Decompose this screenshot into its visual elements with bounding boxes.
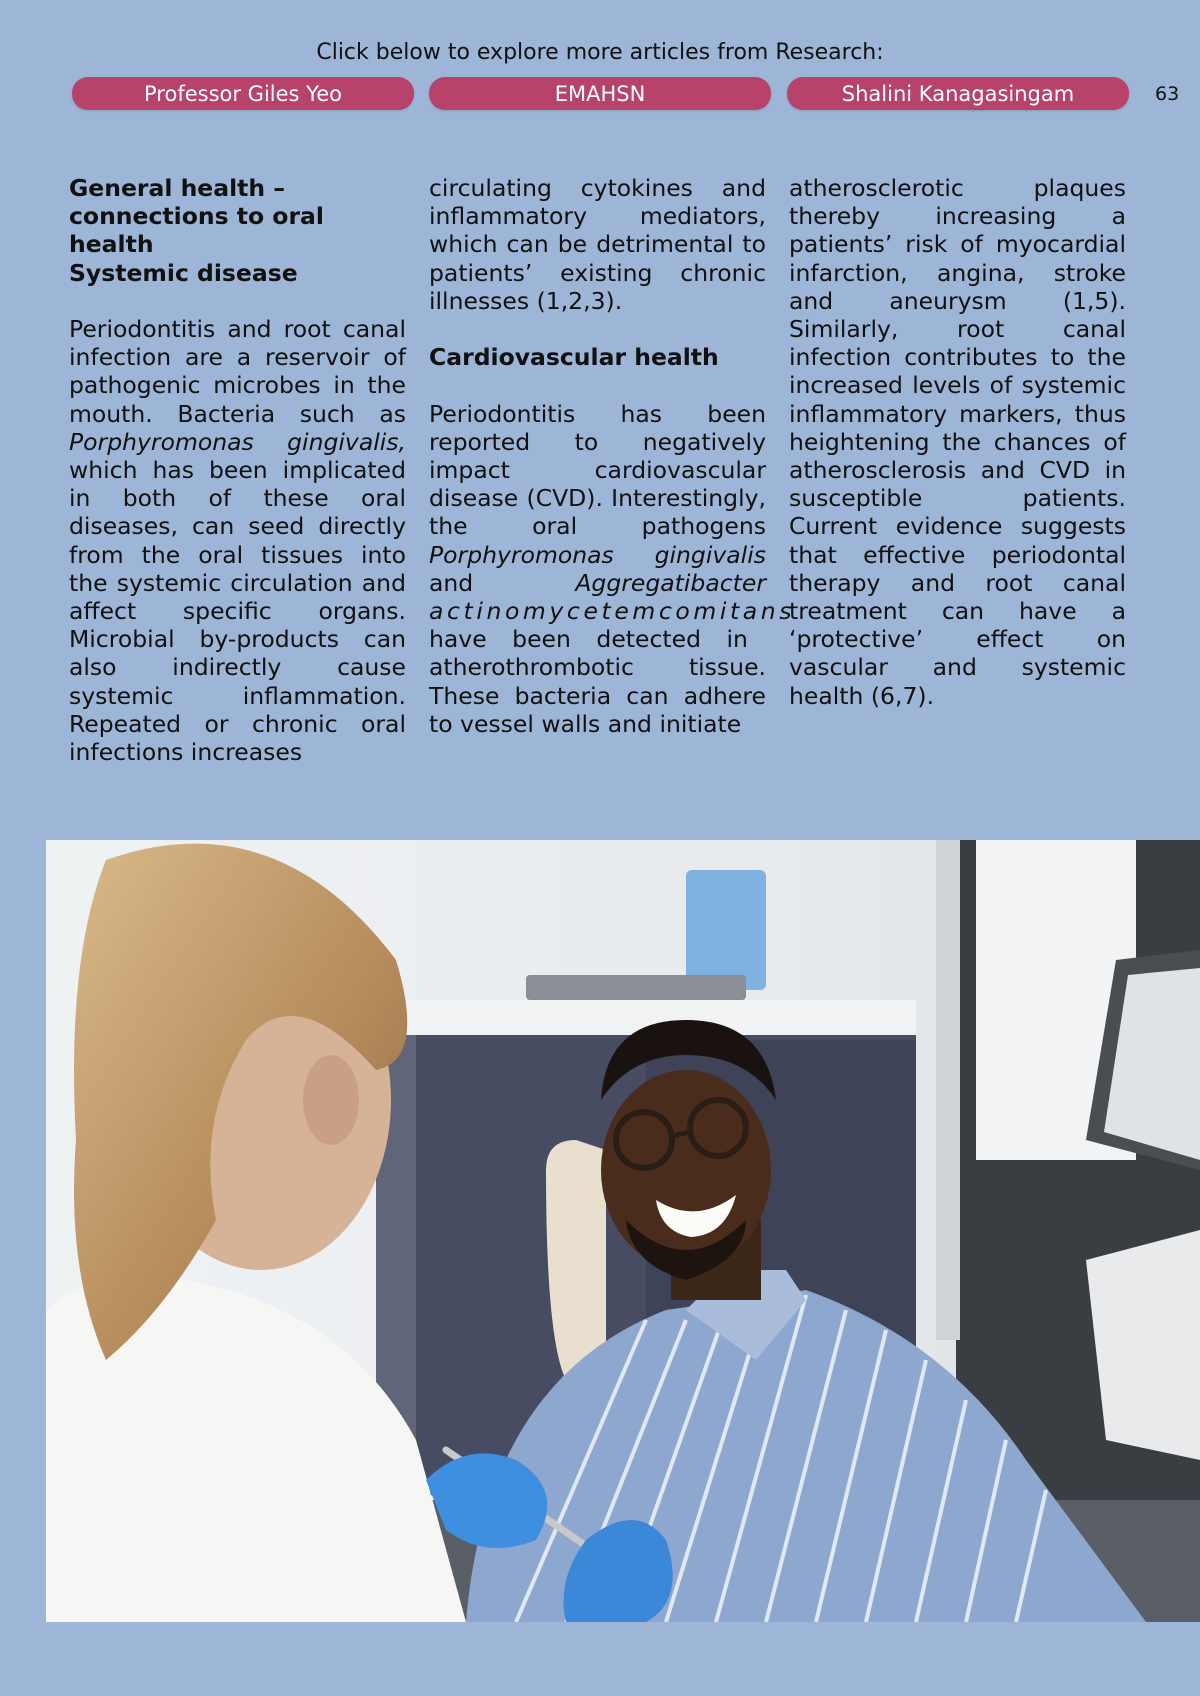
paragraph-cytokines: circulating cytokines and inflammatory mediators, which can be detrimental to patients’ existing chronic illnesses (1,2,3). (429, 174, 766, 315)
link-emahsn[interactable]: EMAHSN (429, 77, 771, 110)
species-name: actinomycetemcomitans (429, 597, 796, 626)
section-heading-cardiovascular: Cardiovascular health (429, 343, 719, 372)
paragraph-systemic-disease (69, 315, 406, 766)
paragraph-text: Periodontitis and root canal infection are a reservoir of pathogenic microbes in the mouth. Bacteria such as (69, 315, 406, 428)
article-column-1 (69, 174, 406, 766)
heading-line-2: connections to oral health (69, 202, 324, 259)
paragraph-text: and (429, 568, 576, 597)
paragraph-text: have been detected in atherothrombotic tissue. These bacteria can adhere to vessel walls and initiate (429, 625, 766, 738)
link-shalini-kanagasingam[interactable]: Shalini Kanagasingam (787, 77, 1129, 110)
dentist-patient-photo (46, 840, 1200, 1622)
paragraph-cardiovascular (429, 399, 796, 738)
page-number: 63 (1155, 83, 1180, 105)
heading-line-1: General health – (69, 174, 286, 202)
article-column-3 (789, 174, 1126, 710)
section-heading-general-health (69, 174, 406, 287)
paragraph-text: which has been implicated in both of these oral diseases, can seed directly from the oral tissues into the systemic circulation and affect specific organs. Microbial by-products can also indirectly cause systemic inflammation. Repeated or chronic oral infections increases (69, 456, 406, 767)
nav-intro-text: Click below to explore more articles from Research: (316, 40, 884, 65)
link-professor-giles-yeo[interactable]: Professor Giles Yeo (72, 77, 414, 110)
heading-line-3: Systemic disease (69, 258, 298, 287)
paragraph-text: Periodontitis has been reported to negatively impact cardiovascular disease (CVD). Interestingly, the oral pathogens (429, 399, 766, 541)
species-name: Porphyromonas gingivalis (429, 540, 766, 569)
species-name: Porphyromonas gingivalis, (69, 427, 406, 456)
article-column-2 (429, 174, 796, 738)
paragraph-atherosclerosis: atherosclerotic plaques thereby increasing a patients’ risk of myocardial infarction, angina, stroke and aneurysm (1,5). Similarly, root canal infection contributes to the increased levels of systemic inflammatory markers, thus heightening the chances of atherosclerosis and CVD in susceptible patients. Current evidence suggests that effective periodontal therapy and root canal treatment can have a ‘protective’ effect on vascular and systemic health (6,7). (789, 174, 1126, 710)
species-name: Aggregatibacter (575, 568, 766, 597)
